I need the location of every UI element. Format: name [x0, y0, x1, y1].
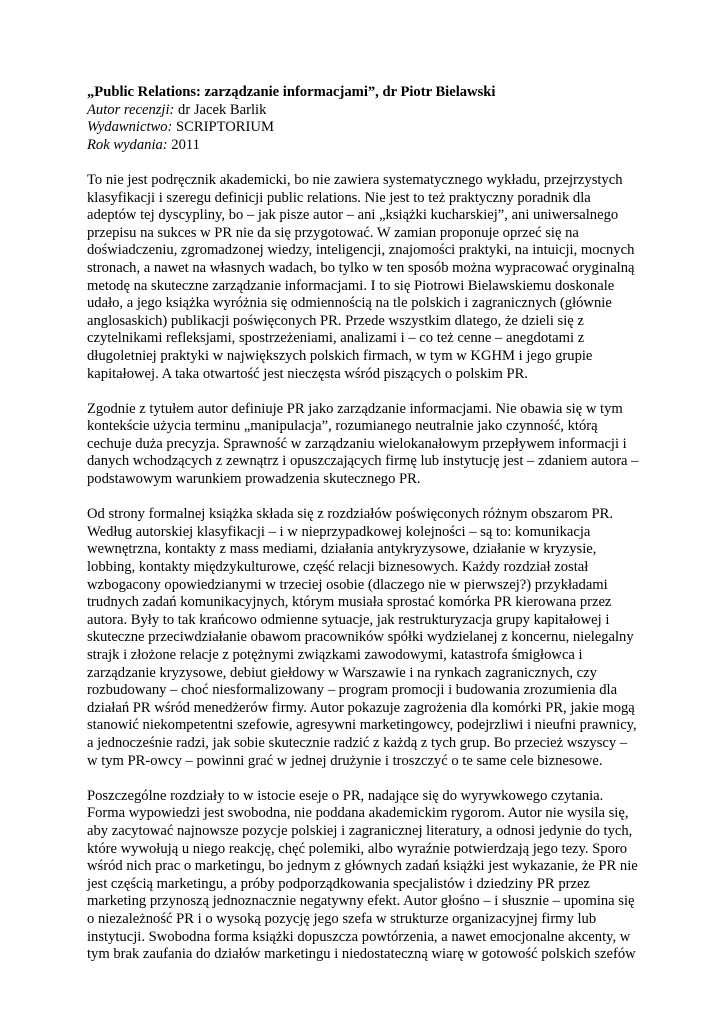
body-paragraph: [87, 506, 640, 770]
body-paragraph: [87, 788, 640, 964]
text-line: podstawowym warunkiem prowadzenia skutecznego PR.: [87, 471, 421, 488]
text-line: lobbing, kontakty międzykulturowe, część relacji biznesowych. Każdy rozdział został: [87, 559, 589, 576]
text-line: tym brak zaufania do działów marketingu i niedostateczną wiarę w gotowość polskich szefów: [87, 946, 636, 963]
text-line: Według autorskiej klasyfikacji – i w nieprzypadkowej kolejności – są to: komunikacja: [87, 523, 591, 540]
text-line: anglosaskich) publikacji poświęconych PR. Przede wszystkim dlatego, że dzieli się z: [87, 312, 584, 329]
text-line: autora. Były to tak krańcowo odmienne sytuacje, jak restrukturyzacja grupy kapitałowej i: [87, 611, 610, 628]
text-line: strajk i złożone relacje z potężnymi związkami zawodowymi, katastrofa śmigłowca i: [87, 647, 583, 663]
text-line: trudnych zadań komunikacyjnych, którym musiała sprostać komórka PR kierowana przez: [87, 594, 612, 611]
text-line: jest częścią marketingu, a próby podporządkowania specjalistów i dziedziny PR przez: [87, 875, 590, 892]
text-line: rozbudowany – choć niesformalizowany – program promocji i budowania zrozumienia dla: [87, 682, 618, 699]
text-line: stanowić niekompetentni szefowie, agresywni marketingowcy, podejrzliwi i nieufni prawnicy,: [87, 717, 637, 734]
publication-year: [87, 137, 640, 155]
review-author-value: dr Jacek Barlik: [174, 101, 267, 118]
review-body: [87, 172, 640, 964]
text-line: stronach, a nawet na własnych wadach, bo tylko w ten sposób można wypracować oryginalną: [87, 259, 635, 276]
text-line: skuteczne przeciwdziałanie obawom pracowników spółki wydzielanej z koncernu, nielegalny: [87, 629, 634, 646]
text-line: które wywołują u niego reakcję, chęć polemiki, albo wyraźnie potwierdzają jego tezy. Sporo: [87, 840, 628, 857]
text-line: instytucji. Swobodna forma książki dopuszcza powtórzenia, a nawet emocjonalne akcenty, w: [87, 928, 631, 945]
publication-year-label: Rok wydania:: [87, 136, 168, 153]
text-line: przepisu na sukces w PR nie da się przygotować. W zamian proponuje oprzeć się na: [87, 224, 579, 241]
text-line: aby zacytować najnowsze pozycje polskiej i zagranicznej literatury, a odnosi jedynie do tych,: [87, 822, 633, 839]
text-line: Poszczególne rozdziały to w istocie eseje o PR, nadające się do wyrywkowego czytania.: [87, 787, 604, 804]
text-line: w tym PR-owcy – powinni grać w jednej drużynie i troszczyć o te same cele biznesowe.: [87, 752, 603, 769]
text-line: a jednocześnie radzi, jak sobie skutecznie radzić z każdą z tych grup. Bo przecież wszyscy –: [87, 734, 628, 751]
publication-year-value: 2011: [167, 136, 200, 153]
body-paragraph: [87, 401, 640, 489]
text-line: klasyfikacji i szeregu definicji public relations. Nie jest to też praktyczny poradnik dla: [87, 189, 591, 206]
text-line: marketing przynoszą jednoznacznie negatywny efekt. Autor głośno – i słusznie – upomina się: [87, 893, 635, 910]
text-line: czytelnikami refleksjami, spostrzeżeniami, analizami i – co też cenne – anegdotami z: [87, 330, 585, 347]
text-line: działań PR wśród menedżerów firmy. Autor pokazuje zagrożenia dla komórki PR, jakie mogą: [87, 699, 635, 716]
text-line: kapitałowej. A taka otwartość jest nieczęsta wśród piszących o polskim PR.: [87, 365, 528, 382]
text-line: cechuje duża precyzja. Sprawność w zarządzaniu wielokanałowym przepływem informacji i: [87, 435, 627, 452]
publisher: [87, 119, 640, 137]
text-line: doświadczeniu, zgromadzonej wiedzy, inteligencji, znajomości praktyki, na intuicji, mocnych: [87, 242, 635, 259]
text-line: wśród nich prac o marketingu, bo jednym z głównych zadań książki jest wykazanie, że PR nie: [87, 858, 638, 875]
publisher-label: Wydawnictwo:: [87, 119, 173, 136]
text-line: zarządzanie kryzysowe, debiut giełdowy w Warszawie i na rynkach zagranicznych, czy: [87, 664, 597, 681]
book-title: „Public Relations: zarządzanie informacjami”, dr Piotr Bielawski: [87, 84, 496, 100]
text-line: wzbogacony opowiedzianymi w trzeciej osobie (dlaczego nie w pierwszej?) przykładami: [87, 576, 608, 593]
text-line: udało, a jego książka wyróżnia się odmiennością na tle polskich i zagranicznych (głównie: [87, 295, 612, 312]
text-line: długoletniej praktyki w największych polskich firmach, w tym w KGHM i jego grupie: [87, 347, 593, 364]
text-line: metodę na skuteczne zarządzanie informacjami. I to się Piotrowi Bielawskiemu doskonale: [87, 277, 615, 294]
body-paragraph: [87, 172, 640, 383]
text-line: To nie jest podręcznik akademicki, bo nie zawiera systematycznego wykładu, przejrzystych: [87, 171, 623, 188]
text-line: adeptów tej dyscypliny, bo – jak pisze autor – ani „książki kucharskiej”, ani uniwersalnego: [87, 207, 619, 224]
review-header: [87, 84, 640, 154]
text-line: Forma wypowiedzi jest swobodna, nie poddana akademickim rygorom. Autor nie wysila się,: [87, 805, 629, 822]
text-line: wewnętrzna, kontakty z mass mediami, działania antykryzysowe, działanie w kryzysie,: [87, 541, 597, 558]
document-page: [87, 84, 640, 981]
review-author-label: Autor recenzji:: [87, 101, 175, 118]
review-author: [87, 102, 640, 120]
text-line: Zgodnie z tytułem autor definiuje PR jako zarządzanie informacjami. Nie obawia się w tym: [87, 400, 623, 417]
text-line: danych wchodzących z zewnątrz i opuszczających firmę lub instytucję jest – zdaniem autora –: [87, 453, 639, 470]
text-line: o niezależność PR i o wysoką pozycję jego szefa w strukturze organizacyjnej firmy lub: [87, 910, 597, 927]
text-line: kontekście użycia terminu „manipulacja”, rozumianego neutralnie jako czynność, którą: [87, 418, 598, 435]
publisher-value: SCRIPTORIUM: [172, 119, 274, 136]
text-line: Od strony formalnej książka składa się z rozdziałów poświęconych różnym obszarom PR.: [87, 506, 614, 523]
